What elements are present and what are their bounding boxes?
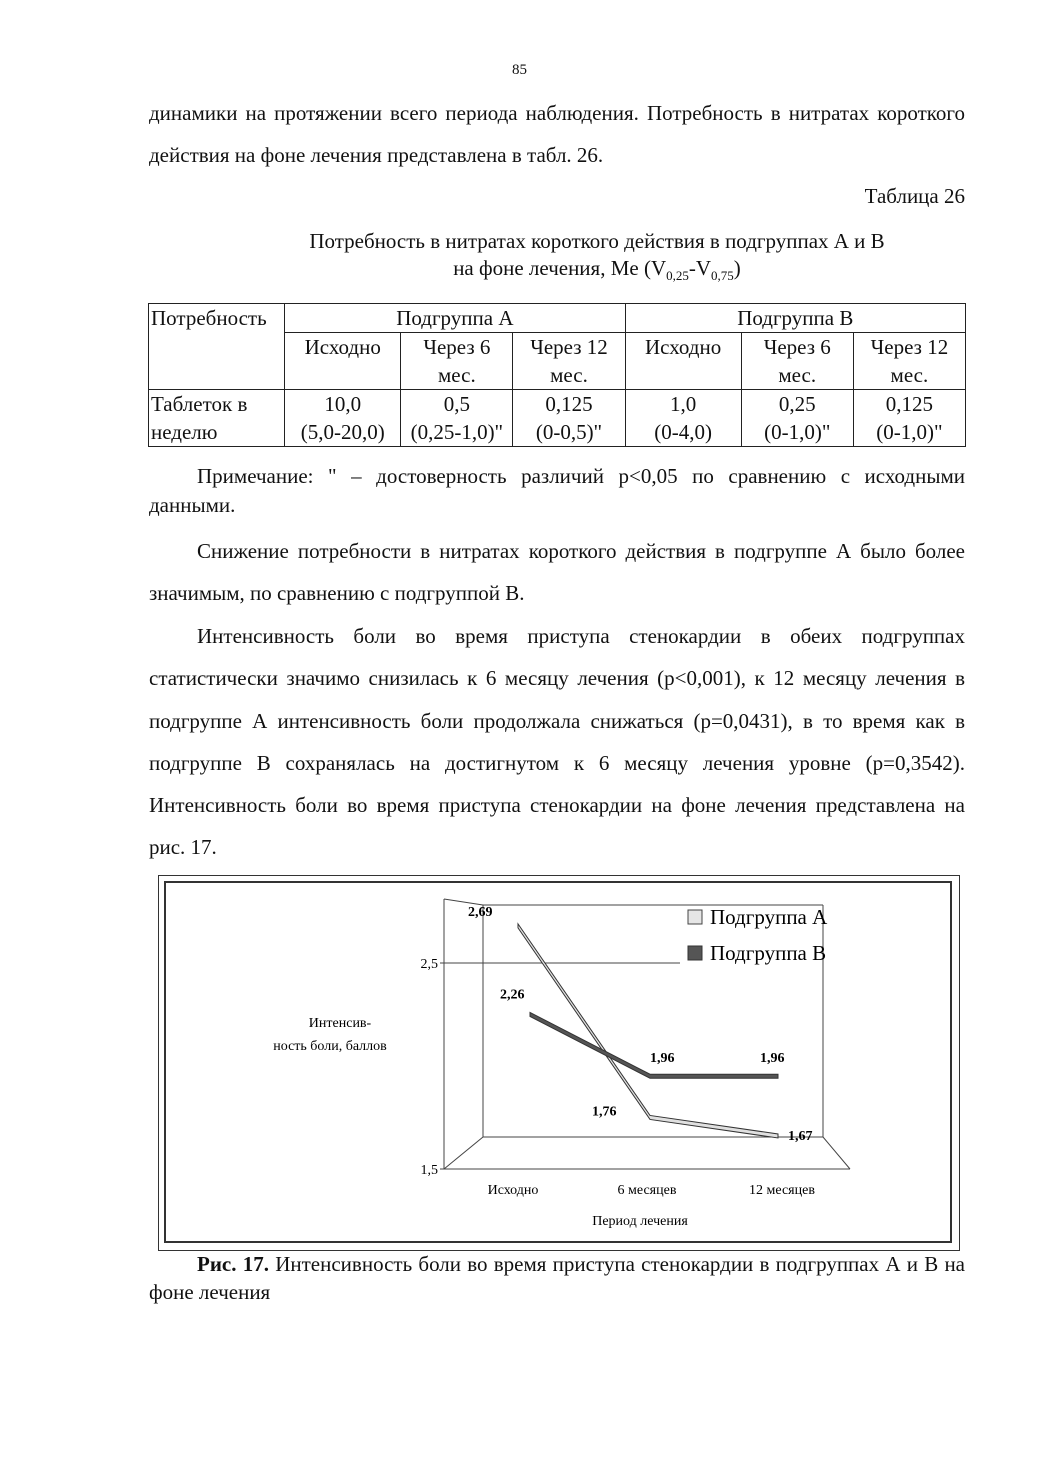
y-axis-label-line2: ность боли, баллов (273, 1039, 387, 1054)
header-group-b: Подгруппа В (625, 304, 965, 333)
page-number: 85 (512, 62, 527, 78)
y-tick-label: 2,5 (420, 957, 438, 972)
table-label: Таблица 26 (864, 184, 965, 208)
col-header: Исходно (285, 333, 401, 390)
x-tick-label: Исходно (487, 1183, 539, 1198)
figure-caption-text: Интенсивность боли во время приступа стенокардии в подгруппах А и В на фоне лечения (149, 1252, 965, 1304)
table-cell: 0,125 (0-1,0)" (853, 390, 965, 447)
paragraph-decrease: Снижение потребности в нитратах короткого действия в подгруппе А было более значимым, по сравнению с подгруппой В. (149, 539, 965, 606)
legend-swatch-a (688, 910, 702, 924)
table-cell: 0,25 (0-1,0)" (741, 390, 853, 447)
figure-caption-number: Рис. 17. (197, 1252, 269, 1276)
col-header: Исходно (625, 333, 741, 390)
col-header: Через 12 мес. (853, 333, 965, 390)
chart-x-ticks (488, 1183, 816, 1198)
x-tick-label: 12 месяцев (749, 1183, 815, 1198)
x-tick-label: 6 месяцев (617, 1183, 677, 1198)
chart-y-ticks (421, 957, 445, 1178)
y-tick-label: 1,5 (420, 1163, 438, 1178)
figure-caption (149, 1250, 965, 1306)
data-label: 1,96 (650, 1051, 675, 1067)
data-label: 2,69 (468, 904, 493, 920)
paragraph-intensity: Интенсивность боли во время приступа стенокардии в обеих подгруппах статистически значимо снизилась к 6 месяцу лечения (p<0,001), к 12 месяцу лечения в подгруппе А интенсивность боли продолжала снижаться (p=0,0431), в то время как в подгруппе В сохранялась на достигнутом к 6 месяцу лечения уровне (p=0,3542). Интенсивность боли во время приступа стенокардии на фоне лечения представлена на рис. 17. (149, 624, 965, 860)
table-cell: 10,0 (5,0-20,0) (285, 390, 401, 447)
col-header: Через 6 мес. (401, 333, 513, 390)
header-need: Потребность (149, 304, 285, 390)
paragraph-intro: динамики на протяжении всего периода наблюдения. Потребность в нитратах короткого действия на фоне лечения представлена в табл. 26. (149, 101, 965, 168)
table-cell: 0,125 (0-0,5)" (513, 390, 625, 447)
table-caption-line1: Потребность в нитратах короткого действия в подгруппах А и В (309, 229, 885, 253)
col-header: Через 6 мес. (741, 333, 853, 390)
table-cell: 1,0 (0-4,0) (625, 390, 741, 447)
row-label: Таблеток в неделю (149, 390, 285, 447)
data-label: 1,76 (592, 1104, 617, 1120)
legend-swatch-b (688, 946, 702, 960)
table-caption-line2: на фоне лечения, Me $(V_{0,25}-V_{0,75})$ (453, 256, 741, 284)
header-group-a: Подгруппа А (285, 304, 625, 333)
x-axis-label: Период лечения (592, 1214, 688, 1229)
data-label: 1,96 (760, 1051, 785, 1067)
table-note: Примечание: " – достоверность различий p<0,05 по сравнению с исходными данными. (149, 464, 965, 517)
y-axis-label-line1: Интенсив- (308, 1016, 372, 1031)
legend-label-a: Подгруппа А (710, 905, 828, 929)
legend-label-b: Подгруппа В (710, 941, 827, 965)
data-label: 1,67 (788, 1128, 813, 1144)
table-cell: 0,5 (0,25-1,0)" (401, 390, 513, 447)
series-line-b (530, 1012, 778, 1078)
col-header: Через 12 мес. (513, 333, 625, 390)
data-label: 2,26 (500, 987, 525, 1003)
